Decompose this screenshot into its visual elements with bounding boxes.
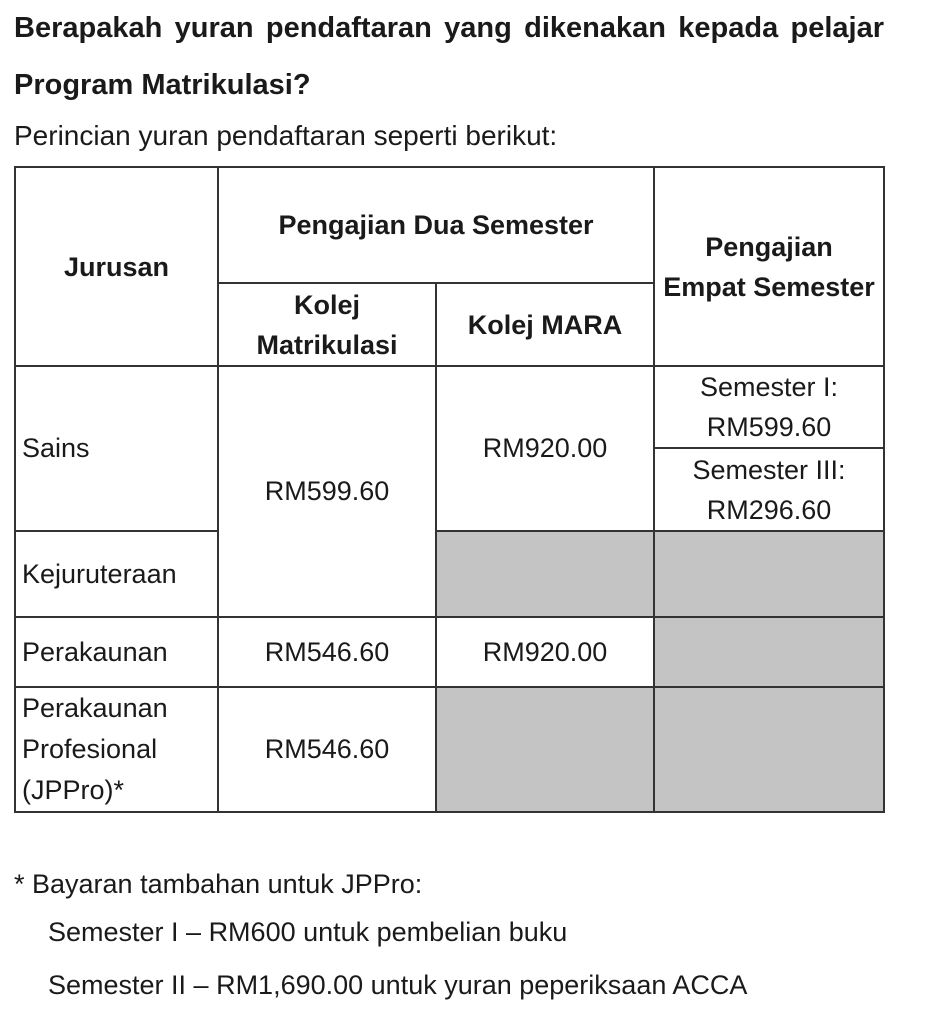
document (14, 0, 884, 1000)
row-label-kejuruteraan: Kejuruteraan (15, 531, 218, 617)
cell-kejuruteraan-kolej-mara-empty (436, 531, 654, 617)
cell-perakaunan-kolej-mara: RM920.00 (436, 617, 654, 687)
cell-jppro-empat-semester-empty (654, 687, 884, 812)
row-label-perakaunan: Perakaunan (15, 617, 218, 687)
cell-perakaunan-empat-semester-empty (654, 617, 884, 687)
cell-sains-kejuruteraan-kolej-matrikulasi: RM599.60 (218, 366, 436, 617)
cell-sains-semester-3: Semester III: RM296.60 (654, 448, 884, 531)
header-empat-semester: Pengajian Empat Semester (654, 167, 884, 366)
cell-kejuruteraan-empat-semester-empty (654, 531, 884, 617)
header-jurusan: Jurusan (15, 167, 218, 366)
cell-sains-semester-1: Semester I: RM599.60 (654, 366, 884, 448)
cell-sains-kolej-mara: RM920.00 (436, 366, 654, 531)
cell-jppro-kolej-mara-empty (436, 687, 654, 812)
footnote-heading: * Bayaran tambahan untuk JPPro: (14, 869, 423, 899)
header-kolej-mara: Kolej MARA (436, 283, 654, 366)
question-heading: Berapakah yuran pendaftaran yang dikenakan kepada pelajar Program Matrikulasi? (14, 12, 884, 101)
footnote-line-2: Semester II – RM1,690.00 untuk yuran peperiksaan ACCA (48, 970, 748, 1000)
cell-jppro-kolej-matrikulasi: RM546.60 (218, 687, 436, 812)
fee-table (14, 166, 885, 813)
footnotes (14, 862, 747, 1012)
header-kolej-matrikulasi: Kolej Matrikulasi (218, 283, 436, 366)
cell-perakaunan-kolej-matrikulasi: RM546.60 (218, 617, 436, 687)
intro-text: Perincian yuran pendaftaran seperti berikut: (14, 120, 558, 151)
row-label-sains: Sains (15, 366, 218, 531)
footnote-line-1: Semester I – RM600 untuk pembelian buku (48, 917, 568, 947)
row-label-jppro: Perakaunan Profesional (JPPro)* (15, 687, 218, 812)
header-dua-semester: Pengajian Dua Semester (218, 167, 654, 283)
